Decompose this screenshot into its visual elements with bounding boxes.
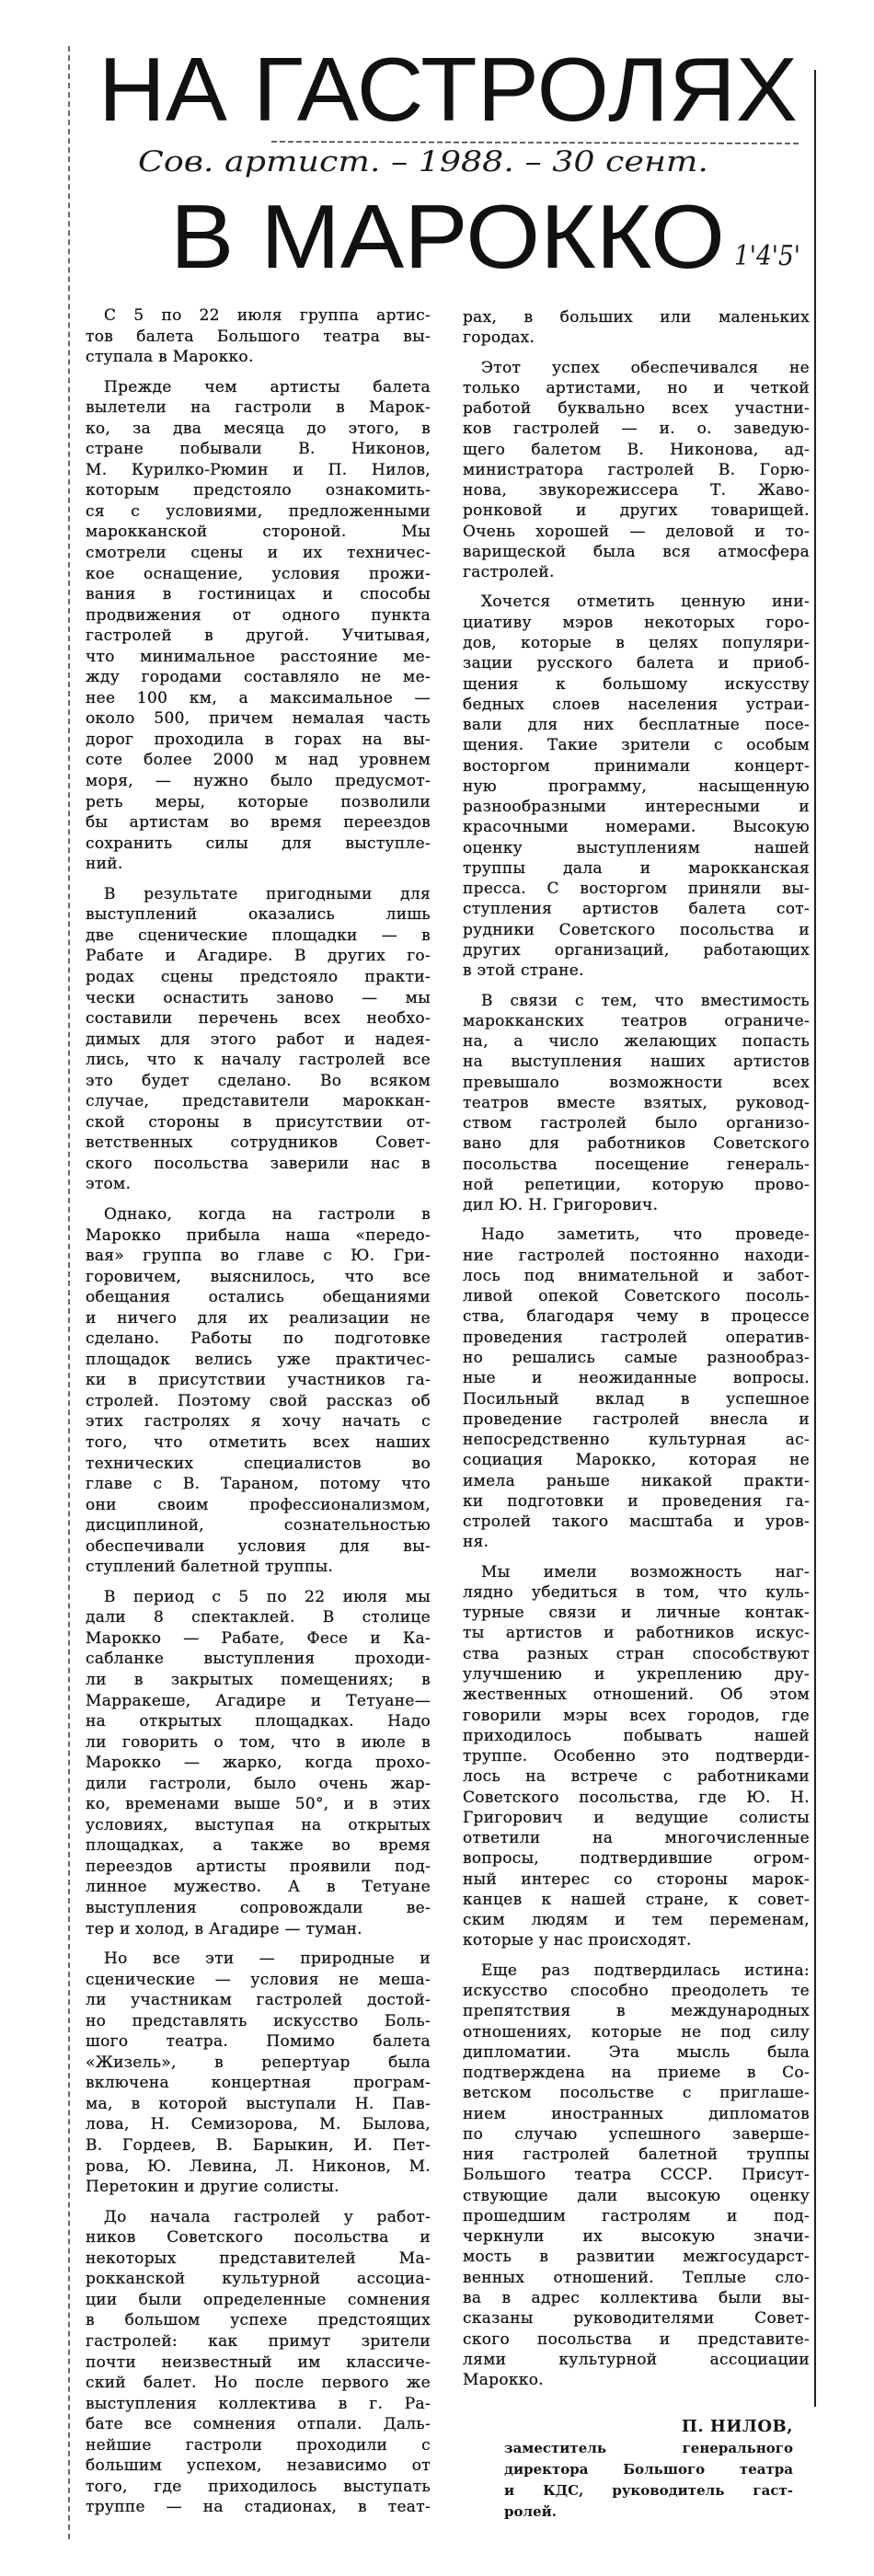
text-line: сабланке выступления проходи- xyxy=(86,1650,431,1669)
text-line: ции были определенные сомнения xyxy=(86,2290,431,2309)
text-line: варищеской была вся атмосфера xyxy=(463,542,810,561)
clipping-left-edge xyxy=(68,46,70,2539)
text-line: случае, представители мароккан- xyxy=(86,1092,431,1111)
text-line: Большого театра СССР. Присут- xyxy=(463,2166,810,2185)
text-line: которым предстояло ознакомить- xyxy=(86,481,431,500)
text-line: дорог проходила в горах на вы- xyxy=(86,730,431,749)
text-line: В связи с тем, что вместимость xyxy=(481,991,810,1010)
text-line: ки подготовки и проведения га- xyxy=(463,1491,810,1511)
text-line: ской стороны в присутствии от- xyxy=(86,1112,431,1132)
text-line: переездов артисты проявили под- xyxy=(86,1857,431,1876)
paragraph xyxy=(86,377,431,875)
text-line: ные и неожиданные вопросы. xyxy=(463,1369,810,1388)
text-line: дипломатии. Эта мысль была xyxy=(463,2042,810,2062)
text-line: вания в гостиницах и способы xyxy=(86,585,431,604)
text-line: ки в присутствии участников га- xyxy=(86,1371,431,1390)
text-line: ливой опекой Советского посоль- xyxy=(463,1287,810,1306)
text-line: это будет сделано. Во всяком xyxy=(86,1071,431,1090)
text-line: Григорович и ведущие солисты xyxy=(463,1808,810,1827)
text-line: нием иностранных дипломатов xyxy=(463,2104,810,2123)
pencil-underline xyxy=(271,142,800,144)
text-line: ной репетиции, которую прово- xyxy=(463,1175,810,1194)
text-line: В. Гордеев, В. Барыкин, И. Пет- xyxy=(86,2136,431,2156)
text-line: Марракеше, Агадире и Тетуане— xyxy=(86,1691,431,1710)
text-line: рокканской культурной ассоциа- xyxy=(86,2270,431,2289)
text-line: главе с В. Тараном, потому что xyxy=(86,1475,431,1494)
text-line: лова, Н. Семизорова, М. Былова, xyxy=(86,2115,431,2134)
text-line: щения. Такие зрители с особым xyxy=(463,736,810,755)
text-line: Марокко. xyxy=(463,2371,544,2390)
text-line: ный интерес со стороны марок- xyxy=(463,1869,810,1889)
text-line: смотрели сцены и их техничес- xyxy=(86,544,431,563)
text-line: лось под внимательной и забот- xyxy=(463,1266,810,1285)
text-line: по случаю успешного заверше- xyxy=(463,2124,810,2144)
headline-line-2: В МАРОККО xyxy=(170,186,725,287)
text-line: отношениях, которые не под силу xyxy=(463,2022,810,2041)
text-line: ния гастролей балетной труппы xyxy=(463,2145,810,2165)
text-line: С 5 по 22 июля группа артис- xyxy=(104,306,431,325)
text-line: продвижения от одного пункта xyxy=(86,605,431,625)
text-line: Надо заметить, что проведе- xyxy=(481,1225,810,1245)
text-line: искусство способно преодолеть те xyxy=(463,1981,810,2000)
paragraph xyxy=(463,592,810,981)
text-line: ко, временами выше 50°, и в этих xyxy=(86,1795,431,1814)
text-line: ством гастролей было организо- xyxy=(463,1114,810,1133)
text-line: вылетели на гастроли в Марок- xyxy=(86,398,431,418)
text-line: социация Марокко, которая не xyxy=(463,1451,810,1470)
text-line: ние гастролей постоянно находи- xyxy=(463,1246,810,1265)
text-line: проведения гастролей оператив- xyxy=(463,1328,810,1347)
text-line: гастролей. xyxy=(463,563,555,582)
text-line: они своим профессионализмом, xyxy=(86,1495,431,1514)
text-line: Марокко — Рабате, Фесе и Ка- xyxy=(86,1628,431,1648)
text-line: венных отношений. Теплые сло- xyxy=(463,2268,810,2287)
text-line: труппе — на стадионах, в теат- xyxy=(86,2498,431,2517)
text-line: вано для работников Советского xyxy=(463,1134,810,1154)
text-line: шого театра. Помимо балета xyxy=(86,2032,431,2052)
text-line: черкнули их высокую значи- xyxy=(463,2227,810,2247)
text-line: дали 8 спектаклей. В столице xyxy=(86,1608,431,1627)
author-name: П. НИЛОВ, xyxy=(681,2417,793,2436)
text-line: циативу мэров некоторых горо- xyxy=(463,613,810,632)
text-line: того, что отметить всех наших xyxy=(86,1432,431,1452)
text-line: театров вместе взятых, руковод- xyxy=(463,1093,810,1112)
paragraph xyxy=(86,1587,431,1939)
text-line: ского посольства заверили нас в xyxy=(86,1154,431,1173)
text-line: рова, Ю. Левина, Л. Никонов, М. xyxy=(86,2156,431,2176)
text-line: ства разных стран способствуют xyxy=(463,1644,810,1663)
text-line: труппы дала и марокканская xyxy=(463,858,810,878)
text-line: превышало возможности всех xyxy=(463,1073,810,1092)
text-line: горовичем, выяснилось, что все xyxy=(86,1267,431,1286)
author-signature xyxy=(504,2416,793,2523)
paragraph xyxy=(463,1225,810,1552)
text-line: посольства посещение генераль- xyxy=(463,1155,810,1174)
text-line: Еще раз подтвердилась истина: xyxy=(481,1961,810,1980)
text-line: ступления артистов балета сот- xyxy=(463,900,810,919)
text-line: ков гастролей — и. о. заведую- xyxy=(463,420,810,439)
text-line: ступала в Марокко. xyxy=(86,348,254,367)
text-line: зации русского балета и приоб- xyxy=(463,654,810,673)
author-title-line: заместитель генерального xyxy=(504,2440,793,2456)
text-line: некоторых представителей Ма- xyxy=(86,2248,431,2268)
text-line: ма, в которой выступали Н. Пав- xyxy=(86,2094,431,2113)
text-line: рах, в больших или маленьких xyxy=(463,308,810,327)
text-line: нова, звукорежиссера Т. Жаво- xyxy=(463,481,810,500)
text-line: только артистами, но и четкой xyxy=(463,378,810,397)
text-line: в большом успехе предстоящих xyxy=(86,2311,431,2330)
text-line: красочными номерами. Высокую xyxy=(463,818,810,837)
text-line: на открытых площадках. Надо xyxy=(86,1712,431,1731)
text-line: родах сцены предстояло практи- xyxy=(86,967,431,986)
paragraph xyxy=(463,358,810,583)
text-line: гастролей: как примут зрители xyxy=(86,2331,431,2351)
paragraph xyxy=(86,305,431,368)
text-line: жду городами составляло не ме- xyxy=(86,668,431,687)
text-line: лись, что к началу гастролей все xyxy=(86,1051,431,1070)
text-line: прошедшим гастролям и под- xyxy=(463,2206,810,2225)
text-line: сохранить силы для выступле- xyxy=(86,834,431,853)
text-line: кое оснащение, условия прожи- xyxy=(86,564,431,583)
handwritten-number: 1'4'5' xyxy=(734,240,800,272)
text-line: марокканских театров ограниче- xyxy=(463,1011,810,1030)
text-line: разнообразными интересными и xyxy=(463,798,810,817)
text-line: включена концертная програм- xyxy=(86,2074,431,2093)
text-line: ронковой и других товарищей. xyxy=(463,501,810,521)
text-line: моря, — нужно было предусмот- xyxy=(86,772,431,791)
paragraph xyxy=(86,1949,431,2198)
text-line: на выступления наших артистов xyxy=(463,1052,810,1072)
author-title-line: ролей. xyxy=(504,2503,557,2520)
paragraph xyxy=(463,307,810,349)
text-line: лось на встрече с работниками xyxy=(463,1767,810,1787)
text-line: линное мужество. А в Тетуане xyxy=(86,1878,431,1897)
text-line: лями культурной ассоциации xyxy=(463,2350,810,2369)
text-line: турные связи и личные контак- xyxy=(463,1604,810,1623)
text-line: дил Ю. Н. Григорович. xyxy=(463,1196,659,1215)
text-line: ли участникам гастролей достой- xyxy=(86,1991,431,2010)
text-line: ня. xyxy=(463,1533,489,1552)
text-line: стролей такого масштаба и уров- xyxy=(463,1512,810,1532)
text-line: ли в закрытых помещениях; в xyxy=(86,1671,431,1689)
text-line: соте более 2000 м над уровнем xyxy=(86,751,431,770)
text-line: пресса. С восторгом приняли вы- xyxy=(463,880,810,899)
author-title-line: и КДС, руководитель гаст- xyxy=(504,2482,793,2499)
text-line: реть меры, которые позволили xyxy=(86,792,431,811)
text-line: бате все сомнения отпали. Даль- xyxy=(86,2415,431,2434)
text-line: что минимальное расстояние ме- xyxy=(86,647,431,666)
text-line: ствующие дали высокую оценку xyxy=(463,2186,810,2205)
text-line: Мы имели возможность наг- xyxy=(481,1562,810,1581)
text-line: две сценические площадки — в xyxy=(86,926,431,945)
text-line: дов, которые в целях популяри- xyxy=(463,633,810,652)
text-line: но представлять искусство Боль- xyxy=(86,2011,431,2030)
text-line: стране побывали В. Никонов, xyxy=(86,440,431,459)
text-line: Но все эти — природные и xyxy=(104,1949,431,1969)
paragraph xyxy=(463,991,810,1216)
text-line: дили гастроли, было очень жар- xyxy=(86,1774,431,1793)
headline-line-1: НА ГАСТРОЛЯХ xyxy=(98,39,798,140)
text-line: ского посольства и представите- xyxy=(463,2329,810,2349)
text-line: работой буквально всех участни- xyxy=(463,399,810,419)
text-line: жественных отношений. Об этом xyxy=(463,1685,810,1705)
text-line: того, где приходилось выступать xyxy=(86,2477,431,2496)
text-line: обеспечивали условия для вы- xyxy=(86,1536,431,1556)
text-line: площадках, а также во время xyxy=(86,1836,431,1856)
text-line: Марокко прибыла наша «передо- xyxy=(86,1225,431,1245)
text-line: непосредственно культурная ас- xyxy=(463,1431,810,1450)
text-line: тов балета Большого театра вы- xyxy=(86,327,431,346)
text-line: Марокко — жарко, когда прохо- xyxy=(86,1754,431,1773)
text-line: приходилось побывать нашей xyxy=(463,1726,810,1745)
article-column-left xyxy=(86,305,431,2527)
text-line: сказаны руководителями Совет- xyxy=(463,2309,810,2329)
text-line: Рабате и Агадире. В других го- xyxy=(86,947,431,966)
text-line: около 500, причем немалая часть xyxy=(86,709,431,729)
text-line: этих гастролях я хочу начать с xyxy=(86,1412,431,1432)
text-line: сделано. Работы по подготовке xyxy=(86,1329,431,1349)
text-line: Прежде чем артисты балета xyxy=(104,377,431,397)
text-line: труппе. Особенно это подтверди- xyxy=(463,1747,810,1766)
text-line: но решались самые разнообраз- xyxy=(463,1349,810,1368)
text-line: в этой стране. xyxy=(463,961,584,981)
text-line: ветственных сотрудников Совет- xyxy=(86,1133,431,1153)
text-line: бедных слоев населения устраи- xyxy=(463,695,810,714)
text-line: Хочется отметить ценную ини- xyxy=(481,592,810,612)
text-line: чески оснастить заново — мы xyxy=(86,988,431,1007)
text-line: ответили на многочисленные xyxy=(463,1829,810,1848)
text-line: препятствия в международных xyxy=(463,2002,810,2021)
text-line: мость в развитии межгосударст- xyxy=(463,2248,810,2267)
text-line: ников Советского посольства и xyxy=(86,2228,431,2248)
text-line: других организаций, работающих xyxy=(463,940,810,960)
text-line: обещания остались обещаниями xyxy=(86,1288,431,1307)
paragraph xyxy=(86,1204,431,1578)
text-line: М. Курилко-Рюмин и П. Нилов, xyxy=(86,460,431,479)
text-line: выступления коллектива в г. Ра- xyxy=(86,2394,431,2413)
text-line: составили перечень всех необхо- xyxy=(86,1009,431,1029)
text-line: которые у нас происходят. xyxy=(463,1931,692,1950)
text-line: министратора гастролей В. Горю- xyxy=(463,460,810,479)
text-line: «Жизель», в репертуар была xyxy=(86,2053,431,2072)
article-column-right xyxy=(463,307,810,2399)
text-line: говорили мэры всех городов, где xyxy=(463,1706,810,1725)
text-line: ским людям и тем переменам, xyxy=(463,1911,810,1930)
text-line: ко, за два месяца до этого, в xyxy=(86,419,431,438)
text-line: Посильный вклад в успешное xyxy=(463,1389,810,1409)
text-line: ную программу, насыщенную xyxy=(463,776,810,796)
text-line: В результате пригодными для xyxy=(104,884,431,903)
text-line: технических специалистов во xyxy=(86,1454,431,1473)
text-line: димых для этого работ и надея- xyxy=(86,1029,431,1049)
text-line: Советского посольства, где Ю. Н. xyxy=(463,1788,810,1807)
text-line: и ничего для их реализации не xyxy=(86,1308,431,1328)
text-line: почти неизвестный им классиче- xyxy=(86,2352,431,2372)
text-line: проведение гастролей внесла и xyxy=(463,1409,810,1429)
text-line: вопросы, подтвердившие огром- xyxy=(463,1849,810,1869)
text-line: подтверждена на приеме в Со- xyxy=(463,2064,810,2083)
text-line: Этот успех обеспечивался не xyxy=(481,358,810,377)
text-line: Перетокин и другие солисты. xyxy=(86,2178,339,2197)
text-line: ства, благодаря чему в процессе xyxy=(463,1307,810,1327)
text-line: улучшению и укреплению дру- xyxy=(463,1665,810,1684)
text-line: ся с условиями, предложенными xyxy=(86,501,431,521)
text-line: марокканской стороной. Мы xyxy=(86,523,431,542)
text-line: выступлений оказались лишь xyxy=(86,905,431,925)
paragraph xyxy=(463,1961,810,2391)
text-line: До начала гастролей у работ- xyxy=(104,2207,431,2226)
paragraph xyxy=(463,1562,810,1951)
text-line: нее 100 км, а максимальное — xyxy=(86,688,431,707)
handwritten-source-note: Сов. артист. – 1988. – 30 сент. xyxy=(138,145,708,178)
text-line: выступления сопровождали ве- xyxy=(86,1899,431,1918)
text-line: гастролей в другой. Учитывая, xyxy=(86,627,431,646)
text-line: дисциплиной, сознательностью xyxy=(86,1516,431,1535)
text-line: большим успехом, независимо от xyxy=(86,2456,431,2476)
text-line: вали для них бесплатные посе- xyxy=(463,716,810,735)
text-line: лядно убедиться в том, что куль- xyxy=(463,1582,810,1602)
text-line: бы артистам во время переездов xyxy=(86,813,431,833)
author-title-line: директора Большого театра xyxy=(504,2461,793,2478)
text-line: восторгом принимали концерт- xyxy=(463,756,810,776)
text-line: ний. xyxy=(86,855,123,874)
text-line: нейшие гастроли проходили с xyxy=(86,2435,431,2455)
text-line: оценку выступлениям нашей xyxy=(463,838,810,857)
text-line: условиях, выступая на открытых xyxy=(86,1815,431,1834)
text-line: ва в адрес коллектива были вы- xyxy=(463,2288,810,2307)
text-line: этом. xyxy=(86,1175,132,1194)
text-line: ветском посольстве с приглаше- xyxy=(463,2084,810,2103)
text-line: щения к большому искусству xyxy=(463,674,810,694)
text-line: В период с 5 по 22 июля мы xyxy=(104,1587,431,1606)
text-line: Очень хорошей — деловой и то- xyxy=(463,522,810,541)
text-line: рудники Советского посольства и xyxy=(463,920,810,939)
text-line: ты артистов и работников искус- xyxy=(463,1624,810,1643)
text-line: ступлений балетной труппы. xyxy=(86,1558,334,1577)
text-line: тер и холод, в Агадире — туман. xyxy=(86,1919,362,1938)
text-line: на, а число желающих попасть xyxy=(463,1032,810,1052)
text-line: сценические — условия не меша- xyxy=(86,1970,431,1989)
text-line: площадок велись уже практичес- xyxy=(86,1350,431,1369)
text-line: городах. xyxy=(463,328,535,348)
paragraph xyxy=(86,2207,431,2518)
column-rule xyxy=(814,70,816,2407)
text-line: ский балет. Но после первого же xyxy=(86,2374,431,2393)
text-line: стролей. Поэтому свой рассказ об xyxy=(86,1391,431,1410)
paragraph xyxy=(86,884,431,1195)
text-line: ли говорить о том, что в июле в xyxy=(86,1732,431,1752)
text-line: имела раньше никакой практи- xyxy=(463,1471,810,1490)
text-line: Однако, когда на гастроли в xyxy=(104,1204,431,1224)
text-line: щего балетом В. Никонова, ад- xyxy=(463,440,810,459)
headline-block xyxy=(0,0,874,313)
text-line: вая» группа во главе с Ю. Гри- xyxy=(86,1247,431,1266)
text-line: канцев к нашей стране, к совет- xyxy=(463,1890,810,1909)
